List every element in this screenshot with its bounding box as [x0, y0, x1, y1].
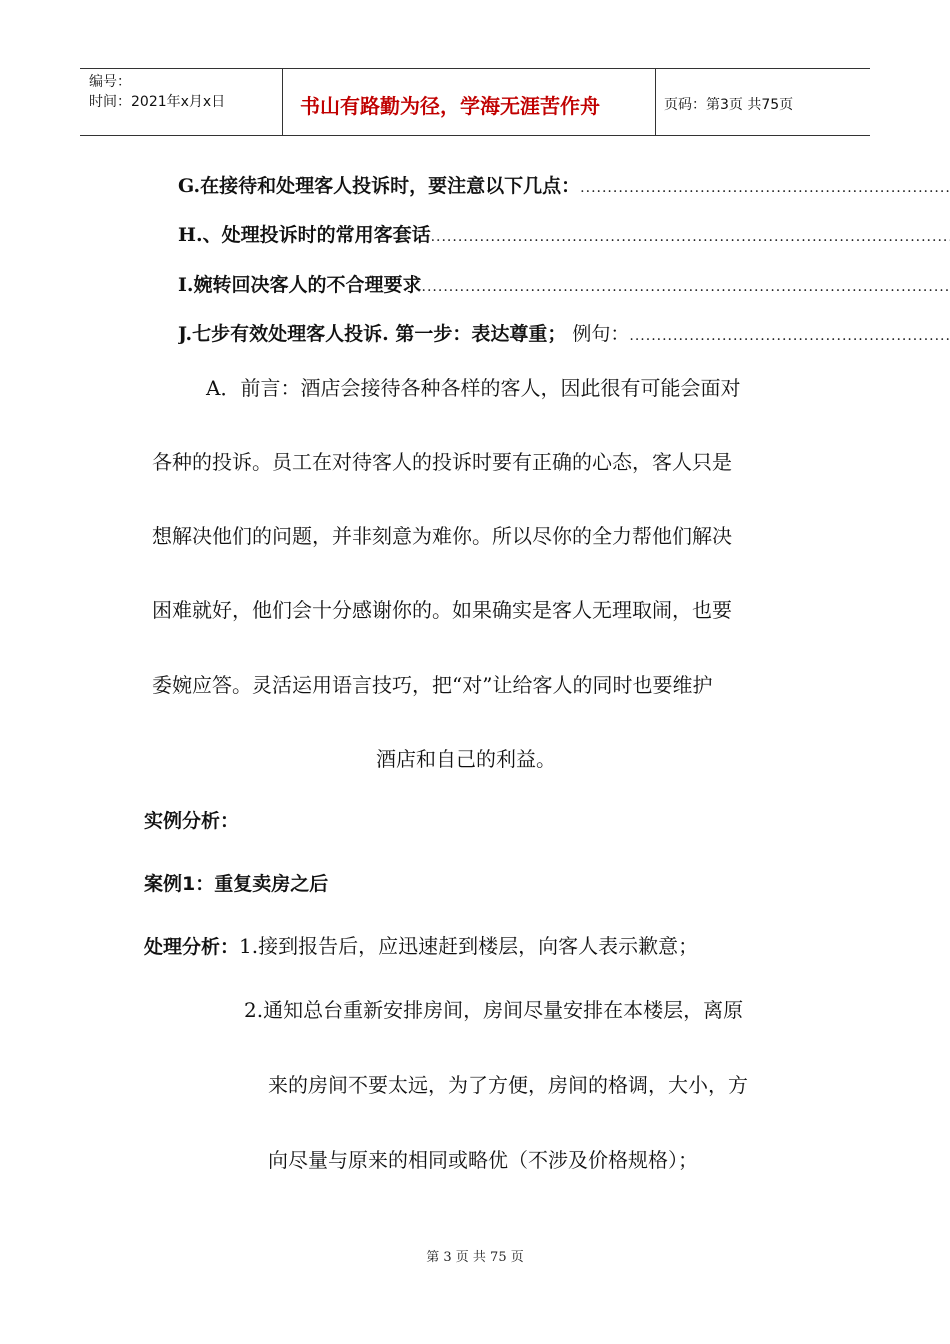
- preface-line: 想解决他们的问题，并非刻意为难你。所以尽你的全力帮他们解决: [152, 524, 732, 548]
- outline-item-title: G.在接待和处理客人投诉时，要注意以下几点：: [178, 175, 581, 197]
- outline-item-j: [178, 319, 950, 347]
- outline-item-example: 例句：: [572, 323, 630, 345]
- header-bottom-rule: [80, 135, 870, 136]
- outline-item-title: I.婉转回决客人的不合理要求: [178, 274, 422, 296]
- handling-step-2-line: 2.通知总台重新安排房间，房间尽量安排在本楼层，离原: [244, 998, 744, 1022]
- handling-step-2-line: 向尽量与原来的相同或略优（不涉及价格规格）；: [268, 1148, 698, 1172]
- page-number-info: 页码：第3页 共75页: [664, 97, 794, 113]
- preface-line: A．前言：酒店会接待各种各样的客人，因此很有可能会面对: [206, 376, 741, 400]
- handling-label: 处理分析：: [144, 936, 240, 958]
- preface-line: 各种的投诉。员工在对待客人的投诉时要有正确的心态，客人只是: [152, 450, 732, 474]
- header-top-rule: [80, 68, 870, 69]
- dot-leader: [629, 328, 950, 344]
- preface-line: 酒店和自己的利益。: [376, 747, 556, 771]
- outline-item-i: [178, 270, 950, 298]
- header-divider-left: [282, 68, 283, 135]
- outline-item-title: H.、处理投诉时的常用客套话: [178, 224, 431, 246]
- handling-step-1: [144, 930, 698, 959]
- dot-leader: [431, 229, 950, 245]
- document-number-label: 编号：: [89, 74, 131, 90]
- page-footer: 第 3 页 共 75 页: [426, 1250, 524, 1265]
- header-divider-right: [655, 68, 656, 135]
- handling-step-text: 1.接到报告后，应迅速赶到楼层，向客人表示歉意；: [239, 934, 699, 958]
- outline-item-g: [178, 171, 950, 199]
- analysis-heading: 实例分析：: [144, 810, 240, 832]
- handling-step-2-line: 来的房间不要太远，为了方便，房间的格调，大小，方: [268, 1073, 748, 1097]
- preface-line: 困难就好，他们会十分感谢你的。如果确实是客人无理取闹，也要: [152, 598, 732, 622]
- header-motto: 书山有路勤为径，学海无涯苦作舟: [300, 94, 600, 118]
- case-title: 案例1：重复卖房之后: [144, 873, 329, 895]
- outline-item-title: J.七步有效处理客人投诉. 第一步：表达尊重；: [178, 323, 567, 345]
- dot-leader: [580, 180, 950, 196]
- dot-leader: [422, 279, 950, 295]
- document-date: 时间：2021年x月x日: [89, 94, 226, 110]
- outline-item-h: [178, 220, 950, 248]
- preface-line: 委婉应答。灵活运用语言技巧，把“对”让给客人的同时也要维护: [152, 673, 713, 697]
